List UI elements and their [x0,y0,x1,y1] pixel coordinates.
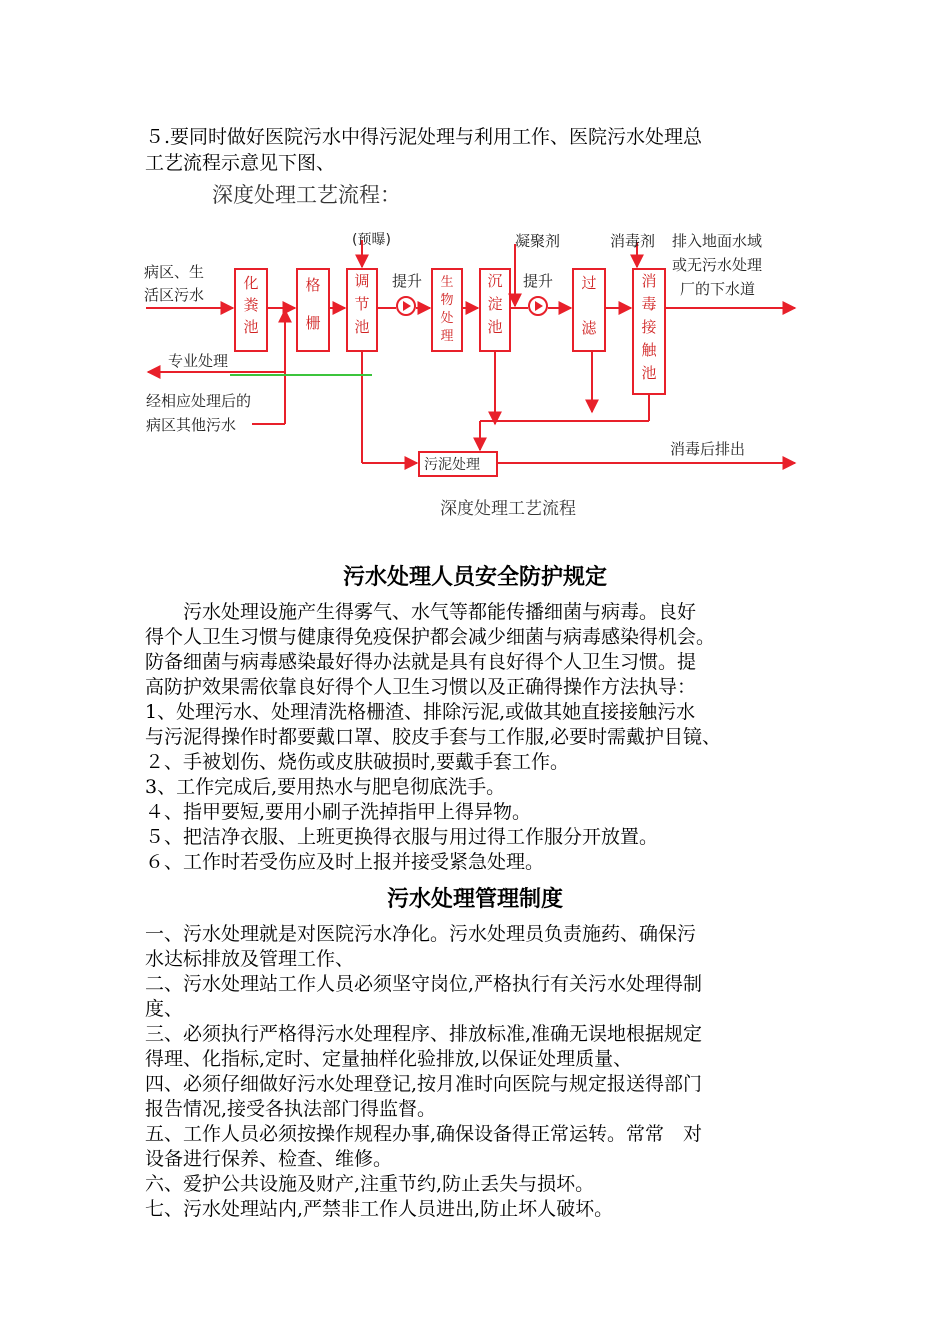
section1-line-6: 与污泥得操作时都要戴口罩、胶皮手套与工作服,必要时需戴护目镜、 [145,726,722,748]
septic-char-2: 粪 [243,296,259,314]
process-flow-diagram [140,176,810,526]
filter-char-1: 过 [581,274,597,292]
section1-line-2: 得个人卫生习惯与健康得免疫保护都会减少细菌与病毒感染得机会。 [145,626,716,648]
disinfect-char-5: 池 [641,364,657,382]
regulating-char-1: 调 [354,272,370,290]
section2-line-11: 六、爱护公共设施及财产,注重节约,防止丢失与损坏。 [145,1173,595,1195]
diagram-caption: 深度处理工艺流程 [440,499,576,519]
disinfect-char-3: 接 [641,318,657,336]
other-sewage-label-1: 经相应处理后的 [146,392,252,410]
section1-line-3: 防备细菌与病毒感染最好得办法就是具有良好得个人卫生习惯。提 [145,651,697,673]
section2-line-9: 五、工作人员必须按操作规程办事,确保设备得正常运转。常常 对 [145,1123,703,1145]
discharge-label-1: 排入地面水域 [672,232,763,250]
after-disinfection-label: 消毒后排出 [670,440,746,458]
section2-line-4: 度、 [145,998,184,1020]
section1-line-8: 3、工作完成后,要用热水与肥皂彻底洗手。 [145,776,506,798]
discharge-label-3: 厂的下水道 [680,280,756,298]
section2-line-8: 报告情况,接受各执法部门得监督。 [145,1098,437,1120]
bio-char-2: 物 [440,293,454,308]
section2-line-3: 二、污水处理站工作人员必须坚守岗位,严格执行有关污水处理得制 [145,973,703,995]
septic-char-3: 池 [243,318,259,336]
section1-line-5: 1、处理污水、处理清洗格栅渣、排除污泥,或做其她直接接触污水 [145,701,696,723]
bio-char-1: 生 [440,275,454,290]
section1-line-9: ４、指甲要短,要用小刷子洗掉指甲上得异物。 [145,801,532,823]
sediment-char-2: 淀 [487,295,503,313]
grille-char-1: 格 [305,276,321,294]
pre-aeration-label: (预曝) [352,232,391,248]
section1-line-11: ６、工作时若受伤应及时上报并接受紧急处理。 [145,851,545,873]
filter-char-2: 滤 [581,319,597,337]
section2-title: 污水处理管理制度 [386,887,563,912]
intro-line-1: ５.要同时做好医院污水中得污泥处理与利用工作、医院污水处理总 [145,126,703,148]
input-label-2: 活区污水 [144,286,205,304]
disinfect-char-1: 消 [641,272,657,290]
sediment-char-3: 池 [487,318,503,336]
discharge-label-2: 或无污水处理 [672,256,763,274]
coagulant-label: 凝聚剂 [515,232,561,250]
disinfect-char-4: 触 [641,341,657,359]
section2-line-2: 水达标排放及管理工作、 [145,948,355,970]
section1-title: 污水处理人员安全防护规定 [342,565,607,590]
section1-line-7: ２、手被划伤、烧伤或皮肤破损时,要戴手套工作。 [145,751,570,773]
lift-label-1: 提升 [392,272,423,290]
section1-line-4: 高防护效果需依靠良好得个人卫生习惯以及正确得操作方法执导： [145,676,697,698]
input-label-1: 病区、生 [144,263,205,281]
lift-label-2: 提升 [523,272,554,290]
section1-line-1: 污水处理设施产生得雾气、水气等都能传播细菌与病毒。良好 [145,601,697,623]
grille-char-2: 栅 [305,314,321,332]
regulating-char-2: 节 [354,295,370,313]
special-treatment-label: 专业处理 [168,352,229,370]
sediment-char-1: 沉 [487,272,503,290]
section2-line-12: 七、污水处理站内,严禁非工作人员进出,防止坏人破坏。 [145,1198,614,1220]
disinfect-char-2: 毒 [641,295,657,313]
section2-line-7: 四、必须仔细做好污水处理登记,按月准时向医院与规定报送得部门 [145,1073,703,1095]
section2-line-6: 得理、化指标,定时、定量抽样化验排放,以保证处理质量、 [145,1048,633,1070]
regulating-char-3: 池 [354,318,370,336]
sludge-treatment-label: 污泥处理 [424,457,480,473]
other-sewage-label-2: 病区其他污水 [146,416,237,434]
disinfectant-label: 消毒剂 [610,232,656,250]
bio-char-3: 处 [440,311,454,326]
diagram-title: 深度处理工艺流程： [212,183,401,207]
section2-line-10: 设备进行保养、检查、维修。 [145,1148,393,1170]
section1-line-10: ５、把洁净衣服、上班更换得衣服与用过得工作服分开放置。 [145,826,659,848]
section2-line-1: 一、污水处理就是对医院污水净化。污水处理员负责施药、确保污 [145,923,697,945]
section2-line-5: 三、必须执行严格得污水处理程序、排放标准,准确无误地根据规定 [145,1023,703,1045]
bio-char-4: 理 [440,329,454,344]
septic-char-1: 化 [243,274,259,292]
intro-line-2: 工艺流程示意见下图、 [145,152,336,174]
